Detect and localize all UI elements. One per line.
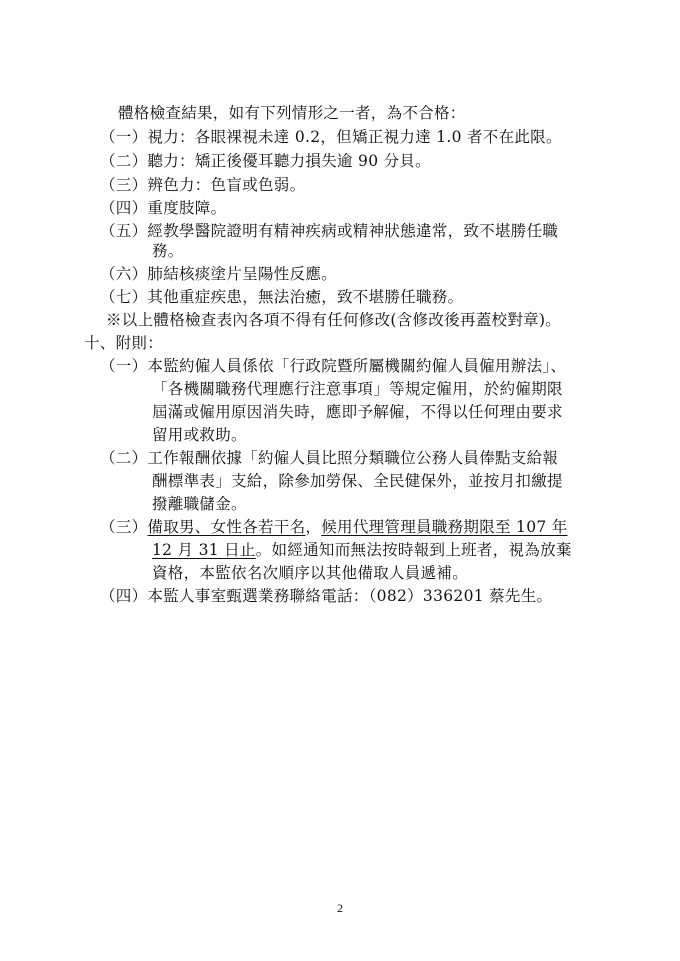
rule-3-separator: ， [305,518,322,536]
rule-2-line-3: 撥離職儲金。 [152,495,247,513]
health-item-5-cont: 務。 [152,242,184,260]
health-item-1: （一）視力：各眼裸視未達 0.2，但矯正視力達 1.0 者不在此限。 [100,128,562,146]
rule-3-end-date: 12 月 31 日止 [152,541,256,559]
rule-1-line-4: 留用或救助。 [152,426,247,444]
rule-2-line-2: 酬標準表」支給，除參加勞保、全民健保外，並按月扣繳提 [152,472,563,490]
rule-4-contact: （四）本監人事室甄選業務聯絡電話：（082）336201 蔡先生。 [100,587,553,605]
rule-3-line-1 [100,517,568,537]
health-item-7: （七）其他重症疾患，無法治癒，致不堪勝任職務。 [100,288,464,306]
section-heading: 十、附則： [84,334,164,352]
health-item-4: （四）重度肢障。 [100,199,227,217]
health-item-6: （六）肺結核痰塗片呈陽性反應。 [100,265,338,283]
health-item-5: （五）經教學醫院證明有精神疾病或精神狀態違常，致不堪勝任職 [100,222,559,240]
rule-3-line-2-rest: 。如經通知而無法按時報到上班者，視為放棄 [255,541,572,559]
rule-1-line-3: 屆滿或僱用原因消失時，應即予解僱，不得以任何理由要求 [152,403,563,421]
rule-1-line-1: （一）本監約僱人員係依「行政院暨所屬機關約僱人員僱用辦法」、 [100,357,567,375]
rule-2-line-1: （二）工作報酬依據「約僱人員比照分類職位公務人員俸點支給報 [100,449,559,467]
rule-3-line-2 [152,540,572,560]
health-item-3: （三）辨色力：色盲或色弱。 [100,176,306,194]
rule-3-quota: 備取男、女性各若干名 [147,518,306,536]
rule-3-term: 候用代理管理員職務期限至 107 年 [321,518,568,536]
rule-3-prefix: （三） [100,518,148,536]
rule-1-line-2: 「各機關職務代理應行注意事項」等規定僱用，於約僱期限 [152,380,563,398]
health-item-2: （二）聽力：矯正後優耳聽力損失逾 90 分貝。 [100,152,431,170]
health-intro: 體格檢查結果，如有下列情形之一者，為不合格： [118,104,466,122]
health-note: ※以上體格檢查表內各項不得有任何修改(含修改後再蓋校對章)。 [106,311,562,329]
page-number: 2 [337,901,343,915]
rule-3-line-3: 資格，本監依名次順序以其他備取人員遞補。 [152,564,469,582]
